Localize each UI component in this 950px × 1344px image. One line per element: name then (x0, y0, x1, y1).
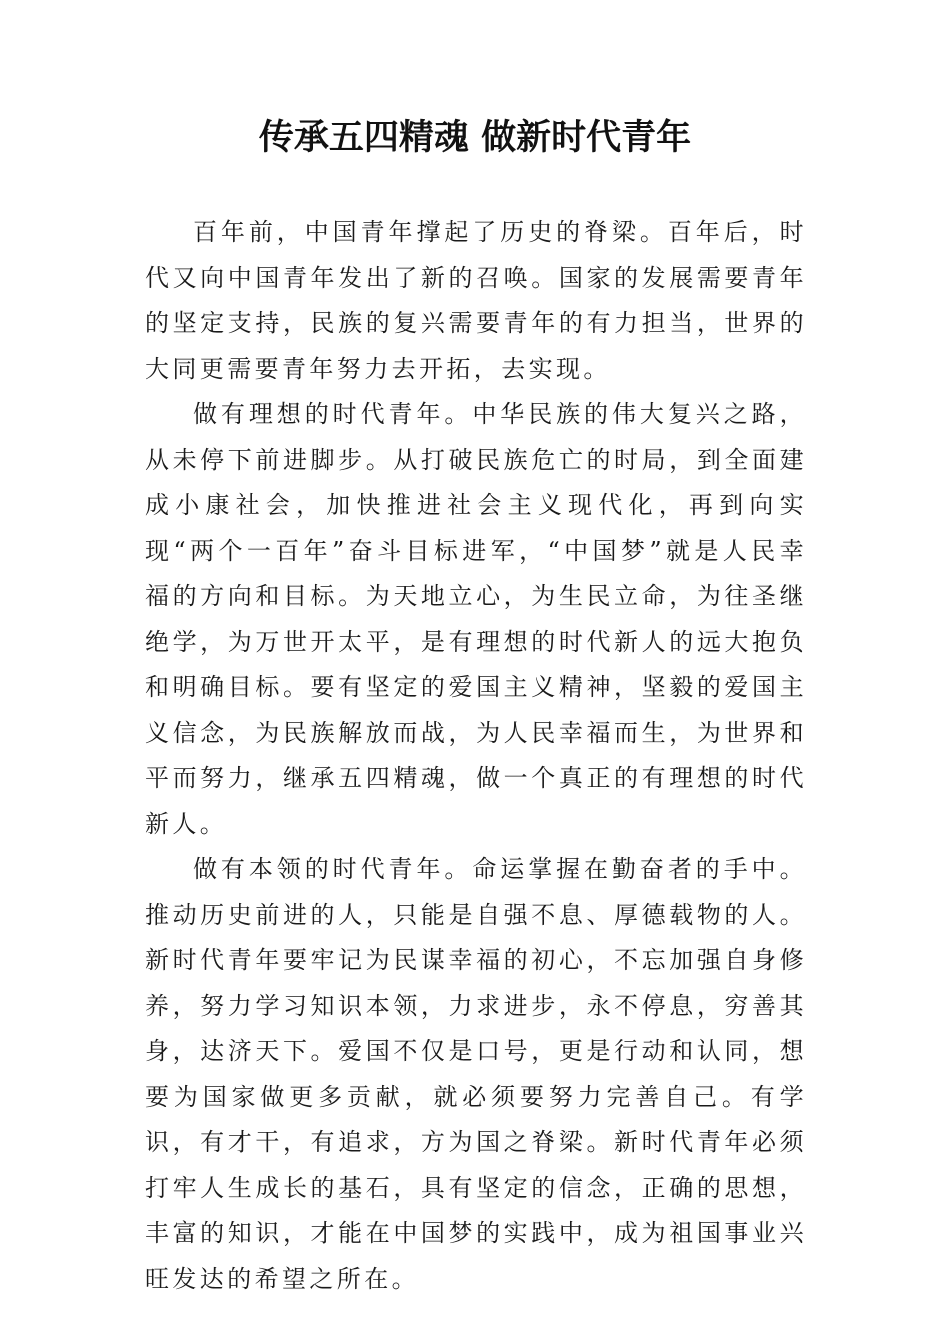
paragraph-1: 百年前，中国青年撑起了历史的脊梁。百年后，时代又向中国青年发出了新的召唤。国家的发展需要青年的坚定支持，民族的复兴需要青年的有力担当，世界的大同更需要青年努力去开拓，去实现。 (145, 218, 807, 383)
paragraph-2: 做有理想的时代青年。中华民族的伟大复兴之路，从未停下前进脚步。从打破民族危亡的时局，到全面建成小康社会，加快推进社会主义现代化，再到向实现“两个一百年”奋斗目标进军，“中国梦”就是人民幸福的方向和目标。为天地立心，为生民立命，为往圣继绝学，为万世开太平，是有理想的时代新人的远大抱负和明确目标。要有坚定的爱国主义精神，坚毅的爱国主义信念，为民族解放而战，为人民幸福而生，为世界和平而努力，继承五四精魂，做一个真正的有理想的时代新人。 (145, 400, 807, 838)
document-body (145, 210, 807, 1302)
document-title: 传承五四精魂 做新时代青年 (258, 117, 692, 158)
paragraph-3: 做有本领的时代青年。命运掌握在勤奋者的手中。推动历史前进的人，只能是自强不息、厚德载物的人。新时代青年要牢记为民谋幸福的初心，不忘加强自身修养，努力学习知识本领，力求进步，永不停息，穷善其身，达济天下。爱国不仅是口号，更是行动和认同，想要为国家做更多贡献，就必须要努力完善自己。有学识，有才干，有追求，方为国之脊梁。新时代青年必须打牢人生成长的基石，具有坚定的信念，正确的思想，丰富的知识，才能在中国梦的实践中，成为祖国事业兴旺发达的希望之所在。 (145, 855, 807, 1293)
